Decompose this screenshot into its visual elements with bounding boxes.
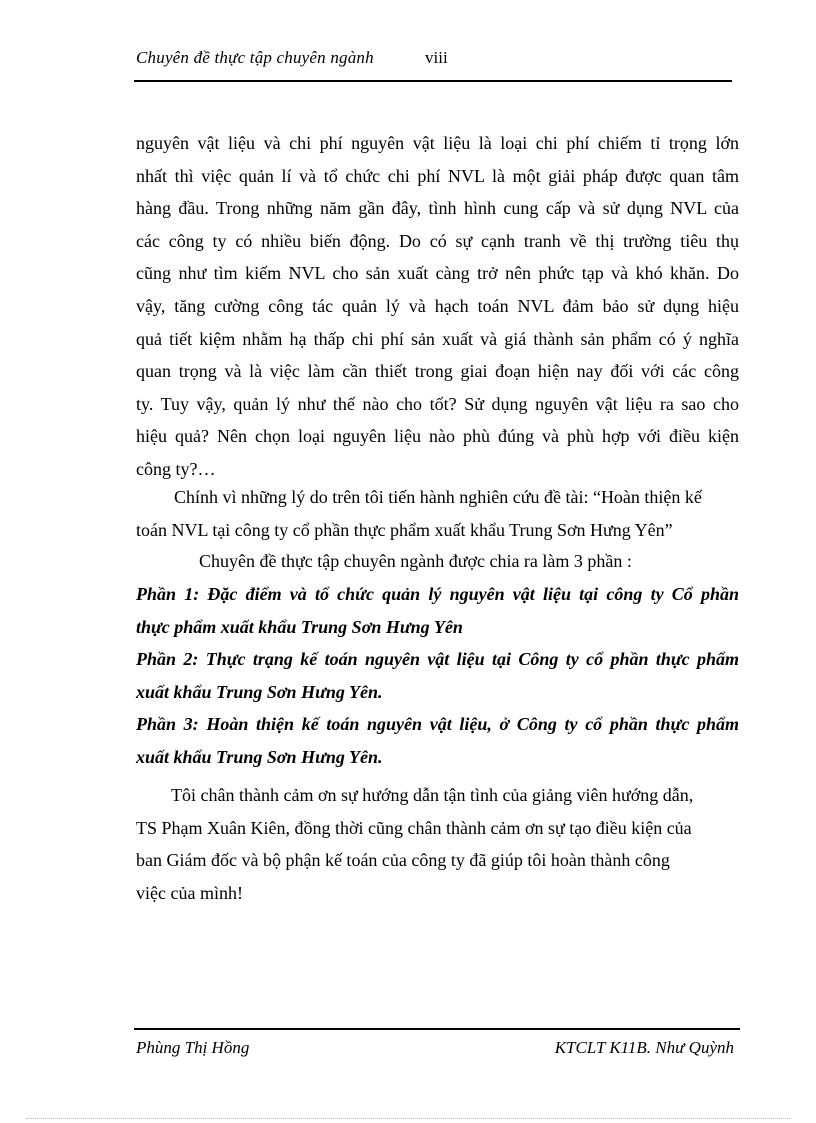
- header-divider: [134, 80, 732, 82]
- structure-intro: [136, 545, 739, 578]
- text-line: quả tiết kiệm nhằm hạ thấp chi phí sản xuất và giá thành sản phẩm có ý nghĩa: [136, 328, 739, 349]
- page-number: viii: [425, 48, 448, 67]
- footer-class-info: KTCLT K11B. Như Quỳnh: [554, 1038, 734, 1057]
- text-line: Chính vì những lý do trên tôi tiến hành nghiên cứu đề tài: “Hoàn thiện kế: [174, 487, 702, 507]
- text-line: ban Giám đốc và bộ phận kế toán của công ty đã giúp tôi hoàn thành công: [136, 850, 670, 871]
- part-heading-3: Phần 3: Hoàn thiện kế toán nguyên vật liệu, ở Công ty cổ phần thực phẩm: [136, 714, 739, 735]
- thanks-paragraph: [136, 779, 736, 909]
- text-line: quan trọng và là việc làm cần thiết trong giai đoạn hiện nay đối với các công: [136, 361, 739, 382]
- text-line: hàng đầu. Trong những năm gần đây, tình hình cung cấp và sử dụng NVL của: [136, 198, 739, 219]
- text-line: Chuyên đề thực tập chuyên ngành được chia ra làm 3 phần :: [199, 551, 632, 571]
- part-heading-2-cont: xuất khẩu Trung Sơn Hưng Yên.: [136, 681, 383, 702]
- part-heading-1-cont: thực phẩm xuất khẩu Trung Sơn Hưng Yên: [136, 616, 463, 637]
- parts-list: [136, 578, 739, 774]
- part-heading-2: Phần 2: Thực trạng kế toán nguyên vật liệu tại Công ty cổ phần thực phẩm: [136, 649, 739, 670]
- text-line: hiệu quả? Nên chọn loại nguyên liệu nào phù đúng và phù hợp với điều kiện: [136, 426, 739, 447]
- text-line: nguyên vật liệu và chi phí nguyên vật liệu là loại chi phí chiếm tỉ trọng lớn: [136, 133, 739, 153]
- topic-paragraph: [136, 481, 739, 546]
- header-title: Chuyên đề thực tập chuyên ngành: [136, 48, 374, 67]
- text-line: các công ty có nhiều biến động. Do có sự cạnh tranh về thị trường tiêu thụ: [136, 230, 739, 251]
- text-line: nhất thì việc quản lí và tổ chức chi phí NVL là một giải pháp được quan tâm: [136, 165, 739, 186]
- text-line: việc của mình!: [136, 882, 243, 903]
- text-line: toán NVL tại công ty cổ phần thực phẩm xuất khẩu Trung Sơn Hưng Yên”: [136, 519, 673, 540]
- part-heading-1: Phần 1: Đặc điểm và tổ chức quản lý nguyên vật liệu tại công ty Cổ phần: [136, 584, 739, 604]
- text-line: TS Phạm Xuân Kiên, đồng thời cũng chân thành cảm ơn sự tạo điều kiện của: [136, 817, 692, 838]
- text-line: công ty?…: [136, 458, 216, 479]
- text-line: ty. Tuy vậy, quản lý như thế nào cho tốt? Sử dụng nguyên vật liệu ra sao cho: [136, 393, 739, 414]
- text-line: vậy, tăng cường công tác quản lý và hạch toán NVL đảm bảo sử dụng hiệu: [136, 295, 739, 316]
- intro-paragraph: [136, 127, 739, 486]
- footer-author: Phùng Thị Hồng: [136, 1038, 250, 1057]
- page-edge-divider: [26, 1118, 790, 1119]
- text-line: cũng như tìm kiếm NVL cho sản xuất càng trở nên phức tạp và khó khăn. Do: [136, 263, 739, 284]
- part-heading-3-cont: xuất khẩu Trung Sơn Hưng Yên.: [136, 746, 383, 767]
- footer-divider: [134, 1028, 740, 1030]
- text-line: Tôi chân thành cảm ơn sự hướng dẫn tận tình của giảng viên hướng dẫn,: [171, 785, 694, 805]
